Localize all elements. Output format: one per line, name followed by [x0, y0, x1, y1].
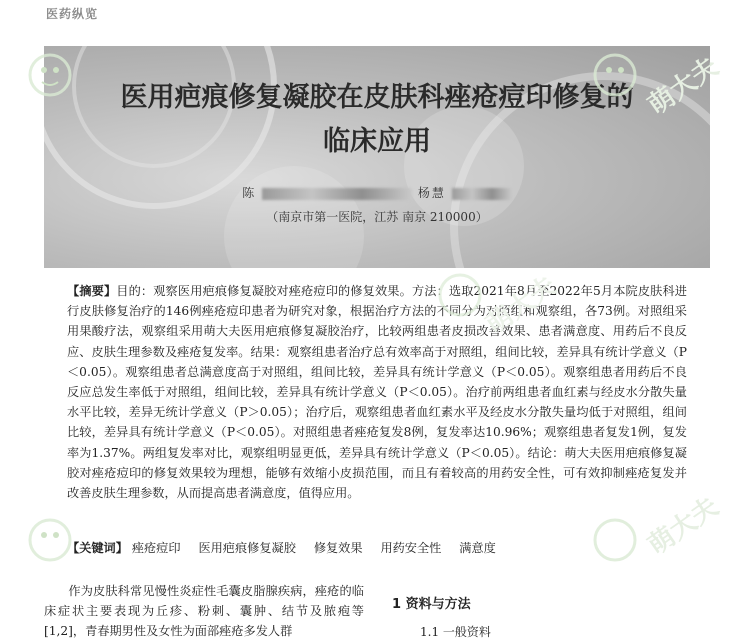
title-line-2: 临床应用 — [323, 126, 431, 157]
abstract-label: 【摘要】 — [67, 284, 117, 298]
author-fragment: 杨慧 — [417, 186, 446, 200]
author-line — [44, 184, 710, 201]
title-banner — [44, 46, 710, 268]
keyword: 医用疤痕修复凝胶 — [198, 541, 296, 555]
keyword: 满意度 — [459, 541, 496, 555]
affiliation: （南京市第一医院，江苏 南京 210000） — [266, 210, 488, 224]
keyword: 痤疮痘印 — [131, 541, 181, 555]
svg-text:萌大夫: 萌大夫 — [642, 51, 725, 122]
redacted-author-names — [262, 188, 412, 200]
title-line-1: 医用疤痕修复凝胶在皮肤科痤疮痘印修复的 — [120, 82, 634, 113]
keyword: 修复效果 — [313, 541, 363, 555]
svg-text:萌大夫: 萌大夫 — [642, 491, 725, 562]
keywords-label: 【关键词】 — [67, 541, 128, 555]
keyword: 用药安全性 — [380, 541, 442, 555]
section-heading: 1 资料与方法 — [392, 597, 471, 612]
body-intro-paragraph: 作为皮肤科常见慢性炎症性毛囊皮脂腺疾病，痤疮的临床症状主要表现为丘疹、粉刺、囊肿、结节及脓疱等[1,2]，青春期男性及女性为面部痤疮多发人群 — [44, 584, 364, 638]
svg-text:萌大夫: 萌大夫 — [480, 270, 562, 341]
abstract — [67, 281, 687, 503]
redacted-author-names — [452, 188, 512, 200]
abstract-text: 目的：观察医用疤痕修复凝胶对痤疮痘印的修复效果。方法：选取2021年8月至2022年5月本院皮肤科进行皮肤修复治疗的146例痤疮痘印患者为研究对象，根据治疗方法的不同分为对照组和观察组，各73例。对照组采用果酸疗法，观察组采用萌大夫医用疤痕修复凝胶治疗，比较两组患者皮损改善效果、患者满意度、用药后不良反应、皮肤生理参数及痤疮复发率。结果：观察组患者治疗总有效率高于对照组，组间比较，差异具有统计学意义（P＜0.05）。观察组患者总满意度高于对照组，组间比较，差异具有统计学意义（P＜0.05）。观察组患者用药后不良反应总发生率低于对照组，组间比较，差异具有统计学意义（P＜0.05）。治疗前两组患者血红素与经皮水分散失量水平比较，差异无统计学意义（P＞0.05）；治疗后，观察组患者血红素水平及经皮水分散失量均低于对照组，组间比较，差异具有统计学意义（P＜0.05）。对照组患者痤疮复发8例，复发率达10.96%；观察组患者复发1例，复发率为1.37%。两组复发率对比，观察组明显更低，差异具有统计学意义（P＜0.05）。结论：萌大夫医用疤痕修复凝胶对痤疮痘印的修复效果较为理想，能够有效缩小皮损范围，而且有着较高的用药安全性，可有效抑制痤疮复发并改善皮肤生理参数，从而提高患者满意度，值得应用。 — [67, 284, 687, 501]
article-title — [44, 76, 710, 164]
author-fragment: 陈 — [242, 186, 257, 200]
keywords — [67, 538, 510, 558]
subsection-heading: 1.1 一般资料 — [420, 625, 491, 639]
section-tag: 医药纵览 — [46, 7, 99, 21]
